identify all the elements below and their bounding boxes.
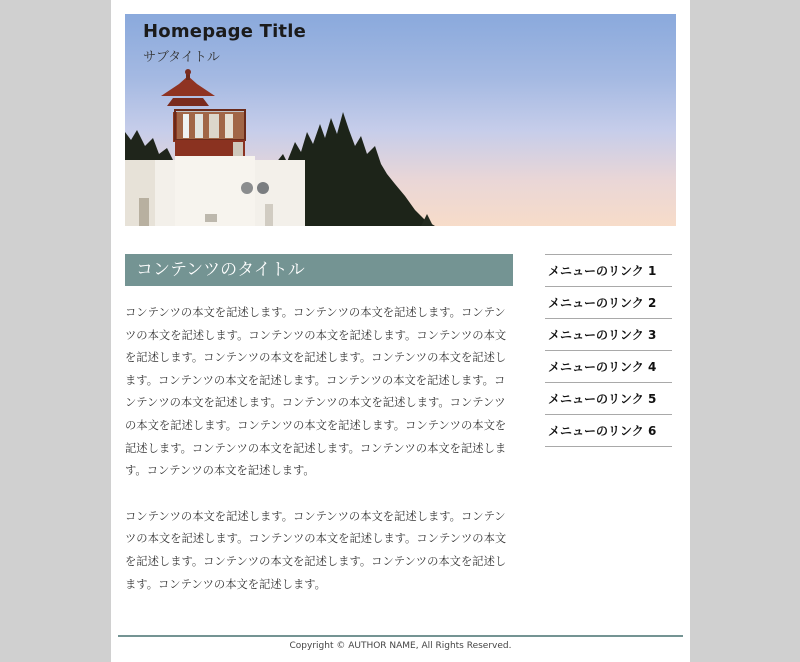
site-title: Homepage Title <box>143 21 307 42</box>
menu-link-1[interactable]: メニューのリンク 1 <box>548 264 657 278</box>
content-paragraph: コンテンツの本文を記述します。コンテンツの本文を記述します。コンテンツの本文を記述します。コンテンツの本文を記述します。コンテンツの本文を記述します。コンテンツの本文を記述します。コンテンツの本文を記述します。コンテンツの本文を記述します。 <box>125 509 507 591</box>
menu-item-5 <box>545 383 672 415</box>
menu-item-6 <box>545 415 672 447</box>
menu-item-3 <box>545 319 672 351</box>
menu-link-6[interactable]: メニューのリンク 6 <box>548 424 657 438</box>
menu-link-4[interactable]: メニューのリンク 4 <box>548 360 657 374</box>
menu-link-3[interactable]: メニューのリンク 3 <box>548 328 657 342</box>
copyright-text: Copyright © AUTHOR NAME, All Rights Reserved. <box>289 641 512 651</box>
footer <box>118 635 683 651</box>
menu-item-4 <box>545 351 672 383</box>
site-subtitle: サブタイトル <box>143 50 220 65</box>
header-banner <box>125 14 676 226</box>
menu-item-1 <box>545 255 672 287</box>
main-content <box>125 254 513 596</box>
content-paragraph: コンテンツの本文を記述します。コンテンツの本文を記述します。コンテンツの本文を記述します。コンテンツの本文を記述します。コンテンツの本文を記述します。コンテンツの本文を記述します。コンテンツの本文を記述します。コンテンツの本文を記述します。コンテンツの本文を記述します。コンテンツの本文を記述します。コンテンツの本文を記述します。コンテンツの本文を記述します。コンテンツの本文を記述します。コンテンツの本文を記述します。コンテンツの本文を記述します。コンテンツの本文を記述します。コンテンツの本文を記述します。 <box>125 306 507 478</box>
side-menu <box>545 254 672 447</box>
page-container <box>111 0 690 662</box>
menu-link-2[interactable]: メニューのリンク 2 <box>548 296 657 310</box>
menu-link-5[interactable]: メニューのリンク 5 <box>548 392 657 406</box>
menu-item-2 <box>545 287 672 319</box>
content-title: コンテンツのタイトル <box>125 254 513 286</box>
